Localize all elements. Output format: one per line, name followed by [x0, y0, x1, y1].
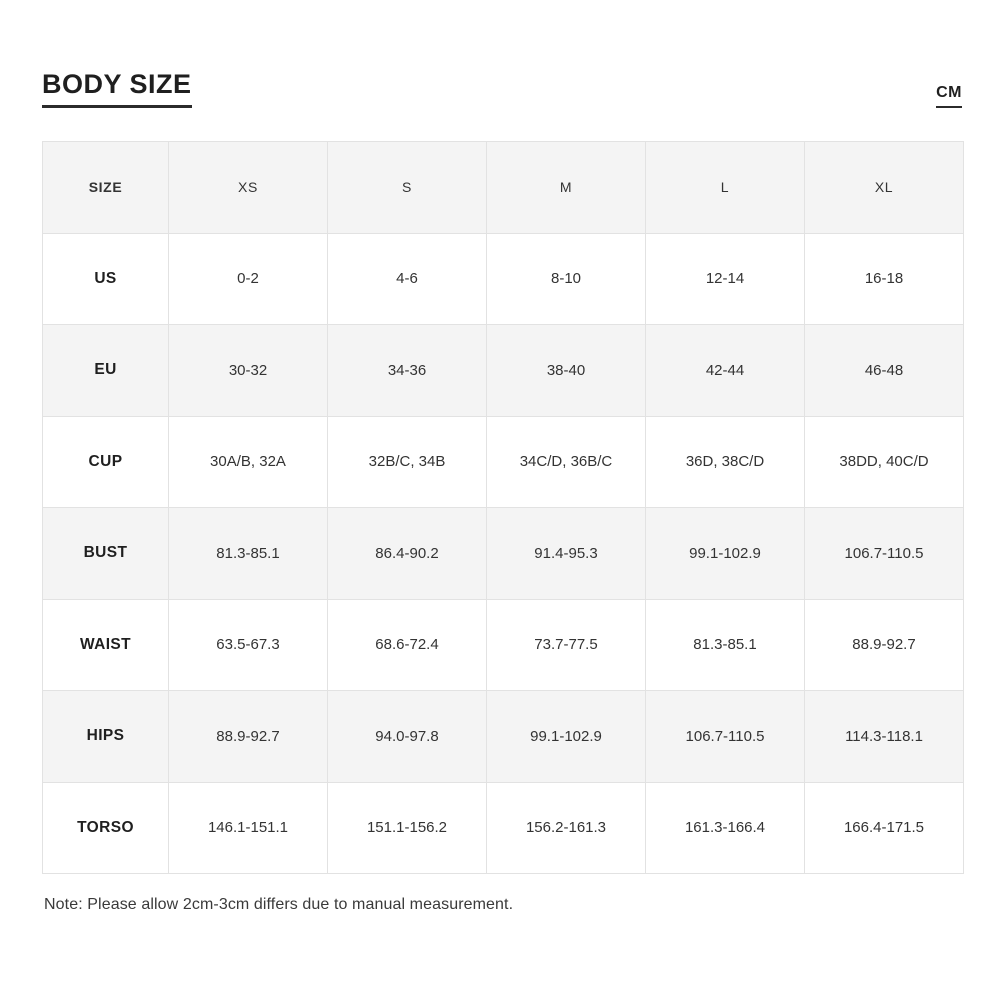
- row-label-bust: BUST: [43, 508, 169, 600]
- cell-cup-xs: 30A/B, 32A: [169, 416, 328, 508]
- cell-torso-m: 156.2-161.3: [487, 782, 646, 874]
- cell-eu-m: 38-40: [487, 325, 646, 417]
- cell-cup-m: 34C/D, 36B/C: [487, 416, 646, 508]
- row-label-us: US: [43, 233, 169, 325]
- cell-torso-l: 161.3-166.4: [646, 782, 805, 874]
- cell-eu-s: 34-36: [328, 325, 487, 417]
- table-row: [43, 691, 964, 783]
- cell-bust-xs: 81.3-85.1: [169, 508, 328, 600]
- unit-label: CM: [936, 85, 962, 108]
- chart-header: [42, 62, 962, 108]
- cell-torso-xl: 166.4-171.5: [805, 782, 964, 874]
- cell-torso-s: 151.1-156.2: [328, 782, 487, 874]
- cell-us-l: 12-14: [646, 233, 805, 325]
- row-label-hips: HIPS: [43, 691, 169, 783]
- cell-waist-l: 81.3-85.1: [646, 599, 805, 691]
- column-header-xs: XS: [169, 142, 328, 234]
- table-row: [43, 416, 964, 508]
- cell-eu-l: 42-44: [646, 325, 805, 417]
- cell-us-m: 8-10: [487, 233, 646, 325]
- cell-hips-m: 99.1-102.9: [487, 691, 646, 783]
- column-header-size: SIZE: [43, 142, 169, 234]
- cell-cup-xl: 38DD, 40C/D: [805, 416, 964, 508]
- cell-hips-xl: 114.3-118.1: [805, 691, 964, 783]
- cell-hips-l: 106.7-110.5: [646, 691, 805, 783]
- cell-waist-s: 68.6-72.4: [328, 599, 487, 691]
- cell-us-xs: 0-2: [169, 233, 328, 325]
- cell-bust-s: 86.4-90.2: [328, 508, 487, 600]
- cell-torso-xs: 146.1-151.1: [169, 782, 328, 874]
- table-row: [43, 599, 964, 691]
- cell-bust-m: 91.4-95.3: [487, 508, 646, 600]
- cell-eu-xs: 30-32: [169, 325, 328, 417]
- table-row: [43, 233, 964, 325]
- column-header-m: M: [487, 142, 646, 234]
- cell-waist-xl: 88.9-92.7: [805, 599, 964, 691]
- table-row: [43, 782, 964, 874]
- column-header-s: S: [328, 142, 487, 234]
- row-label-eu: EU: [43, 325, 169, 417]
- cell-waist-m: 73.7-77.5: [487, 599, 646, 691]
- cell-us-s: 4-6: [328, 233, 487, 325]
- cell-us-xl: 16-18: [805, 233, 964, 325]
- column-header-xl: XL: [805, 142, 964, 234]
- cell-bust-xl: 106.7-110.5: [805, 508, 964, 600]
- cell-waist-xs: 63.5-67.3: [169, 599, 328, 691]
- cell-cup-s: 32B/C, 34B: [328, 416, 487, 508]
- row-label-cup: CUP: [43, 416, 169, 508]
- size-table-container: [42, 141, 964, 874]
- table-row: [43, 508, 964, 600]
- cell-bust-l: 99.1-102.9: [646, 508, 805, 600]
- cell-eu-xl: 46-48: [805, 325, 964, 417]
- cell-cup-l: 36D, 38C/D: [646, 416, 805, 508]
- row-label-waist: WAIST: [43, 599, 169, 691]
- cell-hips-xs: 88.9-92.7: [169, 691, 328, 783]
- column-header-l: L: [646, 142, 805, 234]
- row-label-torso: TORSO: [43, 782, 169, 874]
- measurement-note: Note: Please allow 2cm-3cm differs due to manual measurement.: [44, 896, 514, 913]
- page-title: BODY SIZE: [42, 71, 192, 108]
- table-header-row: [43, 142, 964, 234]
- cell-hips-s: 94.0-97.8: [328, 691, 487, 783]
- table-row: [43, 325, 964, 417]
- size-table: [42, 141, 964, 874]
